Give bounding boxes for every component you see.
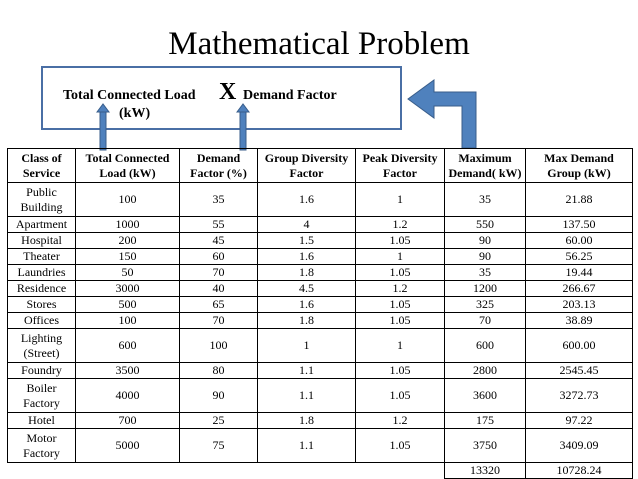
cell-maximum-demand: 35 [445,265,526,281]
demand-table [7,148,633,479]
cell-maximum-demand: 175 [445,413,526,429]
header-maximum-demand: Maximum Demand( kW) [445,149,526,183]
cell-total-connected-load: 4000 [76,379,180,413]
cell-demand-factor: 60 [180,249,258,265]
cell-class-of-service: Apartment [8,217,76,233]
totals-row [8,463,633,479]
table-row [8,329,633,363]
cell-demand-factor: 70 [180,265,258,281]
table-header-row [8,149,633,183]
cell-peak-diversity-factor: 1.2 [356,281,445,297]
formula-left-term: Total Connected Load [63,88,196,103]
cell-peak-diversity-factor: 1 [356,183,445,217]
table-row [8,379,633,413]
cell-max-demand-group: 3409.09 [526,429,633,463]
cell-peak-diversity-factor: 1.05 [356,379,445,413]
cell-class-of-service: Theater [8,249,76,265]
cell-max-demand-group: 60.00 [526,233,633,249]
slide-title: Mathematical Problem [168,26,470,62]
cell-maximum-demand: 3750 [445,429,526,463]
cell-demand-factor: 80 [180,363,258,379]
cell-maximum-demand: 70 [445,313,526,329]
cell-demand-factor: 90 [180,379,258,413]
cell-demand-factor: 35 [180,183,258,217]
cell-group-diversity-factor: 1.8 [258,265,356,281]
cell-total-connected-load: 50 [76,265,180,281]
cell-maximum-demand: 325 [445,297,526,313]
formula-right-term: Demand Factor [243,88,337,103]
table-row [8,297,633,313]
cell-peak-diversity-factor: 1.2 [356,413,445,429]
cell-demand-factor: 100 [180,329,258,363]
cell-maximum-demand: 90 [445,249,526,265]
header-total-connected-load: Total Connected Load (kW) [76,149,180,183]
cell-maximum-demand: 1200 [445,281,526,297]
table-row [8,265,633,281]
table-row [8,363,633,379]
cell-demand-factor: 55 [180,217,258,233]
cell-class-of-service: Foundry [8,363,76,379]
cell-class-of-service: Hotel [8,413,76,429]
header-max-demand-group: Max Demand Group (kW) [526,149,633,183]
cell-demand-factor: 70 [180,313,258,329]
cell-max-demand-group: 2545.45 [526,363,633,379]
cell-max-demand-group: 203.13 [526,297,633,313]
cell-class-of-service: Lighting (Street) [8,329,76,363]
formula-operator: X [219,79,237,105]
cell-max-demand-group: 56.25 [526,249,633,265]
cell-maximum-demand: 550 [445,217,526,233]
table-row [8,183,633,217]
total-max-demand-group: 10728.24 [526,463,633,479]
cell-total-connected-load: 100 [76,313,180,329]
empty-cell [180,463,258,479]
cell-group-diversity-factor: 1 [258,329,356,363]
header-group-diversity-factor: Group Diversity Factor [258,149,356,183]
table-row [8,233,633,249]
cell-group-diversity-factor: 1.1 [258,363,356,379]
cell-class-of-service: Offices [8,313,76,329]
header-peak-diversity-factor: Peak Diversity Factor [356,149,445,183]
cell-total-connected-load: 700 [76,413,180,429]
cell-class-of-service: Laundries [8,265,76,281]
cell-total-connected-load: 5000 [76,429,180,463]
cell-class-of-service: Stores [8,297,76,313]
cell-total-connected-load: 100 [76,183,180,217]
bent-arrow-icon [408,80,476,148]
empty-cell [76,463,180,479]
table-row [8,217,633,233]
total-maximum-demand: 13320 [445,463,526,479]
cell-peak-diversity-factor: 1 [356,329,445,363]
cell-peak-diversity-factor: 1.05 [356,233,445,249]
empty-cell [8,463,76,479]
table-row [8,413,633,429]
header-class-of-service: Class of Service [8,149,76,183]
cell-demand-factor: 25 [180,413,258,429]
table-row [8,249,633,265]
cell-max-demand-group: 137.50 [526,217,633,233]
cell-total-connected-load: 1000 [76,217,180,233]
cell-group-diversity-factor: 1.6 [258,183,356,217]
header-demand-factor: Demand Factor (%) [180,149,258,183]
cell-max-demand-group: 97.22 [526,413,633,429]
cell-group-diversity-factor: 1.5 [258,233,356,249]
cell-group-diversity-factor: 1.6 [258,297,356,313]
cell-class-of-service: Public Building [8,183,76,217]
cell-total-connected-load: 200 [76,233,180,249]
cell-max-demand-group: 600.00 [526,329,633,363]
cell-peak-diversity-factor: 1.05 [356,313,445,329]
cell-group-diversity-factor: 4 [258,217,356,233]
cell-peak-diversity-factor: 1.05 [356,363,445,379]
cell-peak-diversity-factor: 1.05 [356,429,445,463]
cell-peak-diversity-factor: 1.05 [356,297,445,313]
cell-group-diversity-factor: 1.1 [258,429,356,463]
cell-maximum-demand: 2800 [445,363,526,379]
table-row [8,281,633,297]
formula-unit: (kW) [119,106,151,121]
cell-total-connected-load: 3500 [76,363,180,379]
cell-max-demand-group: 266.67 [526,281,633,297]
cell-total-connected-load: 600 [76,329,180,363]
cell-class-of-service: Hospital [8,233,76,249]
cell-total-connected-load: 150 [76,249,180,265]
cell-class-of-service: Boiler Factory [8,379,76,413]
cell-group-diversity-factor: 1.8 [258,313,356,329]
cell-total-connected-load: 3000 [76,281,180,297]
empty-cell [356,463,445,479]
cell-group-diversity-factor: 4.5 [258,281,356,297]
cell-maximum-demand: 90 [445,233,526,249]
table-body [8,183,633,479]
cell-peak-diversity-factor: 1.2 [356,217,445,233]
table-row [8,313,633,329]
cell-class-of-service: Residence [8,281,76,297]
cell-max-demand-group: 21.88 [526,183,633,217]
cell-maximum-demand: 35 [445,183,526,217]
empty-cell [258,463,356,479]
cell-demand-factor: 40 [180,281,258,297]
cell-peak-diversity-factor: 1 [356,249,445,265]
cell-max-demand-group: 3272.73 [526,379,633,413]
cell-demand-factor: 75 [180,429,258,463]
cell-peak-diversity-factor: 1.05 [356,265,445,281]
cell-demand-factor: 45 [180,233,258,249]
cell-group-diversity-factor: 1.8 [258,413,356,429]
cell-group-diversity-factor: 1.1 [258,379,356,413]
cell-total-connected-load: 500 [76,297,180,313]
up-arrow-icon-load [97,104,109,150]
cell-maximum-demand: 600 [445,329,526,363]
table-row [8,429,633,463]
cell-maximum-demand: 3600 [445,379,526,413]
cell-group-diversity-factor: 1.6 [258,249,356,265]
up-arrow-icon-demand [237,104,249,150]
cell-demand-factor: 65 [180,297,258,313]
cell-max-demand-group: 38.89 [526,313,633,329]
cell-max-demand-group: 19.44 [526,265,633,281]
cell-class-of-service: Motor Factory [8,429,76,463]
